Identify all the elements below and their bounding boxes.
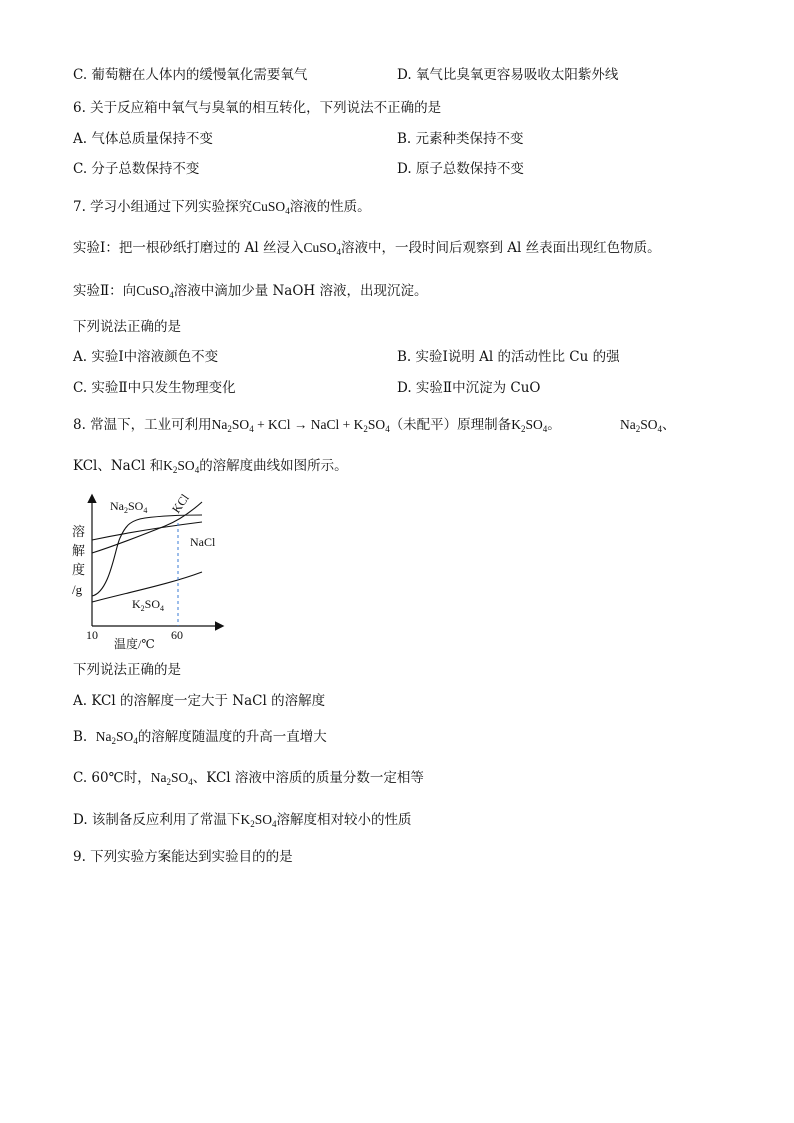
formula-cuso4: CuSO$_4$ <box>252 199 290 216</box>
ylabel-1: 溶 <box>72 524 86 539</box>
q8-prompt: 下列说法正确的是 <box>73 662 181 678</box>
formula-na2so4: $Na_2SO_4$ <box>150 770 193 787</box>
q5-option-c: C. 葡萄糖在人体内的缓慢氧化需要氧气 <box>73 67 308 83</box>
q8-line2 <box>73 457 348 479</box>
ylabel-2: 解 <box>72 543 86 558</box>
q6-option-d: D. 原子总数保持不变 <box>397 161 524 177</box>
q7-option-a: A. 实验Ⅰ中溶液颜色不变 <box>73 349 219 365</box>
q8-option-b-letter: B. <box>73 729 96 745</box>
q7-experiment-2 <box>73 282 428 304</box>
q8-option-c-pre: C. 60℃时， <box>73 770 151 786</box>
q7-stem <box>73 198 371 220</box>
q8-stem-end: 。 <box>547 417 561 433</box>
q6-stem: 6. 关于反应箱中氧气与臭氧的相互转化，下列说法不正确的是 <box>73 100 442 116</box>
formula-k2so4: $K_2SO_4$ <box>511 417 548 434</box>
q8-option-c: C. 60℃时，$Na_2SO_4$、KCl 溶液中溶质的质量分数一定相等 <box>73 770 424 787</box>
formula-cuso4: CuSO$_4$ <box>303 240 341 257</box>
tick-60: 60 <box>171 628 183 642</box>
q7-exp2-pre: 实验Ⅱ：向 <box>73 283 137 299</box>
solubility-chart <box>60 488 235 653</box>
q7-option-c: C. 实验Ⅱ中只发生物理变化 <box>73 380 236 396</box>
ylabel-3: 度 <box>72 562 86 577</box>
q8-option-d-pre: D. 该制备反应利用了常温下 <box>73 812 241 828</box>
formula-k2so4: $K_2SO_4$ <box>163 458 200 475</box>
q7-experiment-1 <box>73 239 661 261</box>
q8-line2-pre: KCl、NaCl 和 <box>73 458 164 474</box>
formula-k2so4: $K_2SO_4$ <box>240 812 277 829</box>
formula-na2so4: $Na_2SO_4$ <box>95 729 138 746</box>
q7-stem-pre: 7. 学习小组通过下列实验探究 <box>73 199 253 215</box>
q8-reaction-note: （未配平）原理制备 <box>389 417 512 433</box>
q8-option-c-post: 溶液中溶质的质量分数一定相等 <box>234 770 424 786</box>
q8-option-d-post: 溶解度相对较小的性质 <box>276 812 412 828</box>
tick-10: 10 <box>86 628 98 642</box>
formula-na2so4-trailing: $Na_2SO_4$、 <box>620 417 676 434</box>
q7-exp2-post: 溶液中滴加少量 NaOH 溶液，出现沉淀。 <box>173 283 428 299</box>
q8-option-a: A. KCl 的溶解度一定大于 NaCl 的溶解度 <box>73 693 326 709</box>
q8-line2-post: 的溶解度曲线如图所示。 <box>199 458 348 474</box>
q5-option-d: D. 氧气比臭氧更容易吸收太阳紫外线 <box>397 67 619 83</box>
q7-option-d: D. 实验Ⅱ中沉淀为 CuO <box>397 380 541 396</box>
series-na2so4 <box>92 515 202 596</box>
q7-exp1-pre: 实验Ⅰ：把一根砂纸打磨过的 Al 丝浸入 <box>73 240 304 256</box>
formula-cuso4: CuSO$_4$ <box>136 283 174 300</box>
xlabel: 温度/℃ <box>114 637 155 651</box>
q8-option-d <box>73 811 411 833</box>
q6-option-b: B. 元素种类保持不变 <box>397 131 524 147</box>
q8-stem-pre: 8. 常温下，工业可利用 <box>73 417 212 433</box>
label-kcl: KCl <box>168 491 192 516</box>
reaction-equation: $Na_2SO_4$ + KCl → NaCl + $K_2SO_4$ <box>211 417 390 434</box>
q8-stem <box>73 416 561 438</box>
q7-stem-post: 溶液的性质。 <box>289 199 371 215</box>
ylabel-4: /g <box>72 582 83 597</box>
q6-option-a: A. 气体总质量保持不变 <box>73 131 213 147</box>
q6-option-c: C. 分子总数保持不变 <box>73 161 200 177</box>
label-k2so4: $K_2SO_4$ <box>132 597 165 613</box>
series-nacl <box>92 522 202 540</box>
q7-exp1-post: 溶液中，一段时间后观察到 Al 丝表面出现红色物质。 <box>341 240 661 256</box>
label-nacl: NaCl <box>190 535 216 549</box>
q7-option-b: B. 实验Ⅰ说明 Al 的活动性比 Cu 的强 <box>397 349 620 365</box>
q8-option-b-post: 的溶解度随温度的升高一直增大 <box>137 729 327 745</box>
q8-option-b <box>73 728 327 750</box>
label-na2so4: $Na_2SO_4$ <box>110 499 148 515</box>
q7-prompt: 下列说法正确的是 <box>73 319 181 335</box>
q9-stem: 9. 下列实验方案能达到实验目的的是 <box>73 849 293 865</box>
